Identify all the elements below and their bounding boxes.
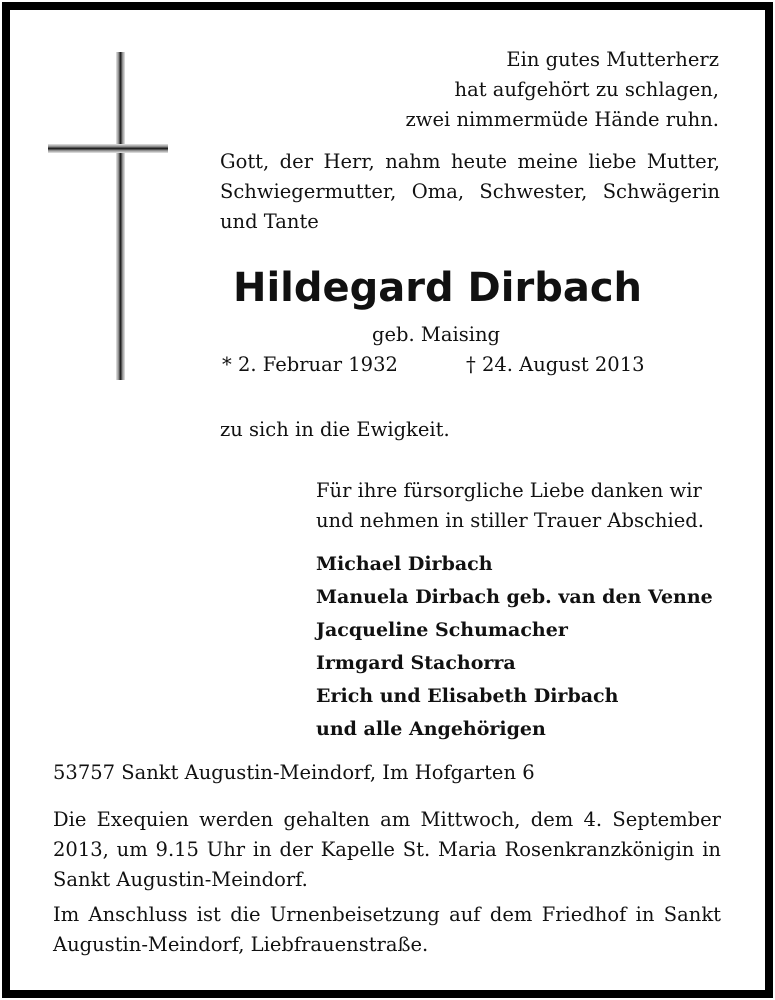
thanks-line: Für ihre fürsorgliche Liebe danken wir <box>316 479 702 502</box>
cross-icon <box>48 52 168 382</box>
maiden-name: geb. Maising <box>372 323 501 346</box>
mourner-name: Erich und Elisabeth Dirbach <box>316 685 619 707</box>
address: 53757 Sankt Augustin-Meindorf, Im Hofgarten 6 <box>53 761 535 784</box>
exequies-paragraph <box>53 805 721 895</box>
thanks-line: und nehmen in stiller Trauer Abschied. <box>316 509 704 532</box>
poem <box>406 45 719 135</box>
thanks-text <box>316 476 704 536</box>
birth-date: * 2. Februar 1932 <box>222 353 398 376</box>
intro-line: Schwiegermutter, Oma, Schwester, Schwägerin <box>220 180 720 203</box>
exequies-line: Die Exequien werden gehalten am Mittwoch, dem 4. September <box>53 808 721 831</box>
deceased-name: Hildegard Dirbach <box>232 265 643 311</box>
mourners-list <box>316 548 713 746</box>
mourner-name: Michael Dirbach <box>316 553 493 575</box>
intro-line: Gott, der Herr, nahm heute meine liebe Mutter, <box>220 150 720 173</box>
exequies-line: Sankt Augustin-Meindorf. <box>53 868 308 891</box>
mourner-name: Manuela Dirbach geb. van den Venne <box>316 586 713 608</box>
mourner-name: Jacqueline Schumacher <box>316 619 568 641</box>
poem-line: hat aufgehört zu schlagen, <box>454 78 719 101</box>
eternity-text: zu sich in die Ewigkeit. <box>220 418 450 441</box>
exequies-line: 2013, um 9.15 Uhr in der Kapelle St. Maria Rosenkranzkönigin in <box>53 838 721 861</box>
cross-horizontal-beam <box>48 144 168 153</box>
cross-vertical-beam <box>116 52 125 380</box>
death-date: † 24. August 2013 <box>466 353 645 376</box>
burial-line: Im Anschluss ist die Urnenbeisetzung auf dem Friedhof in Sankt <box>53 903 721 926</box>
poem-line: zwei nimmermüde Hände ruhn. <box>405 108 719 131</box>
poem-line: Ein gutes Mutterherz <box>506 48 719 71</box>
intro-text <box>220 147 720 237</box>
burial-paragraph <box>53 900 721 960</box>
mourner-name: Irmgard Stachorra <box>316 652 516 674</box>
burial-line: Augustin-Meindorf, Liebfrauenstraße. <box>53 933 429 956</box>
intro-line: und Tante <box>220 210 319 233</box>
mourner-name: und alle Angehörigen <box>316 718 546 740</box>
